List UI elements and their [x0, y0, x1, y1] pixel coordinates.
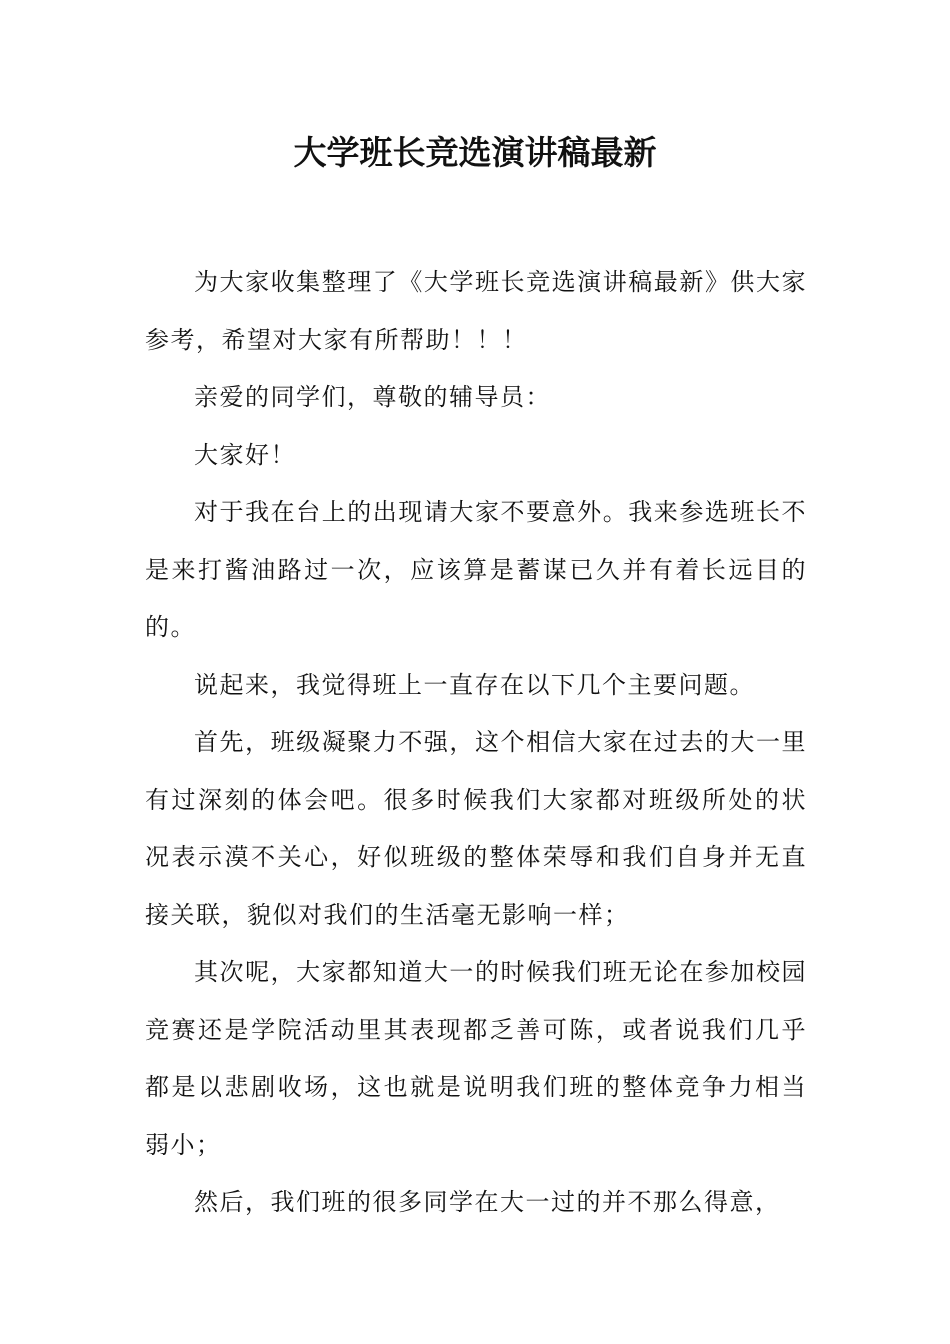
paragraph-problems-intro: 说起来，我觉得班上一直存在以下几个主要问题。: [194, 670, 755, 699]
paragraph-first-problem: 首先，班级凝聚力不强，这个相信大家在过去的大一里有过深刻的体会吧。很多时候我们大家都对班级所处的状况表示漠不关心，好似班级的整体荣辱和我们自身并无直接关联，貌似对我们的生活毫无影响一样；: [145, 728, 807, 929]
paragraph-purpose: 对于我在台上的出现请大家不要意外。我来参选班长不是来打酱油路过一次，应该算是蓄谋已久并有着长远目的的。: [145, 498, 807, 641]
document-body: [145, 254, 807, 1232]
paragraph-salutation: 亲爱的同学们，尊敬的辅导员：: [194, 383, 551, 411]
paragraph-second-problem: 其次呢，大家都知道大一的时候我们班无论在参加校园竞赛还是学院活动里其表现都乏善可陈，或者说我们几乎都是以悲剧收场，这也就是说明我们班的整体竞争力相当弱小；: [145, 958, 807, 1159]
paragraph-intro: 为大家收集整理了《大学班长竞选演讲稿最新》供大家参考，希望对大家有所帮助！！！: [145, 268, 807, 354]
paragraph-third-problem: 然后，我们班的很多同学在大一过的并不那么得意，: [194, 1188, 781, 1216]
document-title: 大学班长竞选演讲稿最新: [293, 133, 657, 172]
paragraph-greeting: 大家好！: [194, 440, 296, 469]
